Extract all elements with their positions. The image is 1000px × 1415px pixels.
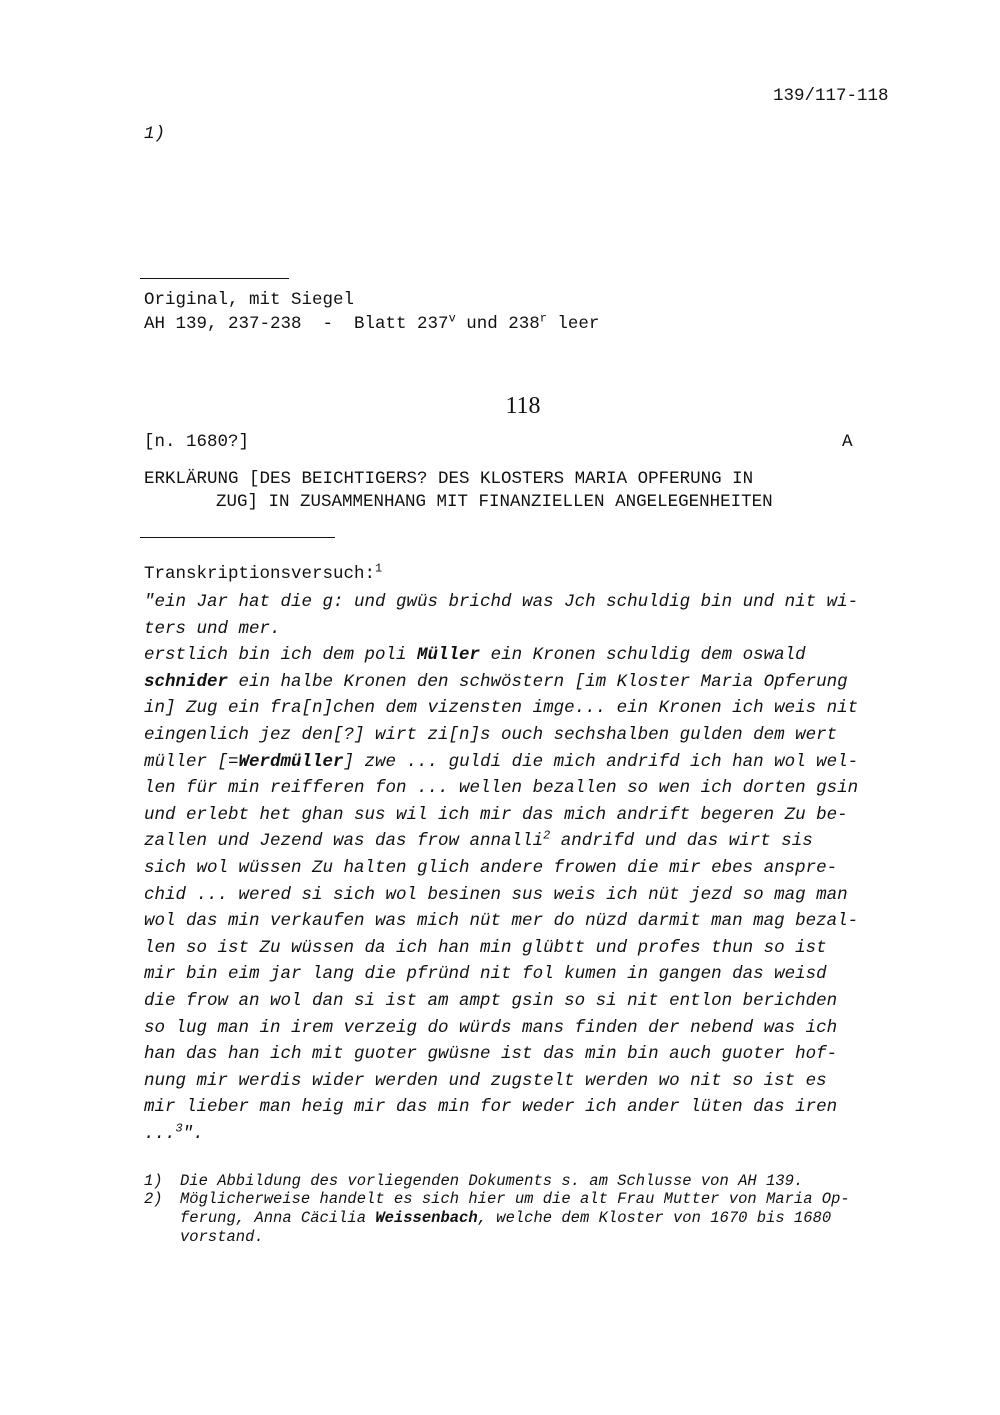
document-title-line: ERKLÄRUNG [DES BEICHTIGERS? DES KLOSTERS MARIA OPFERUNG IN	[144, 469, 754, 489]
footnote-text: Die Abbildung des vorliegenden Dokuments s. am Schlusse von AH 139.	[180, 1172, 804, 1190]
transcription-line: chid ... wered si sich wol besinen sus weis ich nüt jezd so mag man	[144, 884, 848, 905]
transcription-line: ...$^3$".	[144, 1121, 204, 1144]
name-schnider: schnider	[144, 671, 229, 692]
document-date: [n. 1680?]	[144, 432, 250, 452]
document-number: 118	[505, 393, 541, 419]
footnote-text: vorstand.	[180, 1228, 264, 1246]
footnote-marker: 1)	[144, 124, 166, 144]
source-reference: AH 139, 237-238 - Blatt 237$^v$ und 238$^r$ leer	[144, 311, 600, 334]
page-reference: 139/117-118	[773, 86, 889, 106]
transcription-line: müller [=Werdmüller] zwe ... guldi die mich andrifd ich han wol wel-	[144, 751, 859, 772]
transcription-line: in] Zug ein fra[n]chen dem vizensten imge... ein Kronen ich weis nit	[144, 698, 859, 719]
transcription-line: han das han ich mit guoter gwüsne ist das min bin auch guoter hof-	[144, 1044, 838, 1065]
transcription-line: erstlich bin ich dem poli Müller ein Kronen schuldig dem oswald	[144, 645, 806, 666]
transcription-line: die frow an wol dan si ist am ampt gsin so si nit entlon berichden	[144, 990, 838, 1011]
transcription-line: ters und mer.	[144, 618, 281, 639]
name-mueller: Müller	[417, 645, 481, 666]
transcription-line: nung mir werdis wider werden und zugstelt werden wo nit so ist es	[144, 1070, 827, 1091]
footnote-number: 1)	[144, 1172, 163, 1190]
transcription-line: "ein Jar hat die g: und gwüs brichd was Jch schuldig bin und nit wi-	[144, 592, 859, 612]
name-werdmueller: Werdmüller	[238, 751, 344, 772]
transcription-line: schnider ein halbe Kronen den schwöstern [im Kloster Maria Opferung	[144, 671, 848, 692]
transcription-line: zallen und Jezend was das frow annalli$^2$ andrifd und das wirt sis	[144, 828, 813, 852]
transcription-line: und erlebt het ghan sus wil ich mir das mich andrift begeren Zu be-	[144, 804, 848, 825]
transcription-line: len so ist Zu wüssen da ich han min glübtt und profes thun so ist	[144, 937, 827, 958]
name-weissenbach: Weissenbach	[375, 1209, 478, 1227]
transcription-line: sich wol wüssen Zu halten glich andere frowen die mir ebes anspre-	[144, 857, 838, 878]
transcription-text	[144, 589, 858, 1147]
document-category: A	[842, 432, 853, 452]
transcription-line: len für min reifferen fon ... wellen bezallen so wen ich dorten gsin	[144, 778, 859, 799]
document-title-line: ZUG] IN ZUSAMMENHANG MIT FINANZIELLEN ANGELEGENHEITEN	[216, 492, 773, 512]
transcription-line: mir lieber man heig mir das min for weder ich ander lüten das iren	[144, 1097, 838, 1118]
transcription-line: eingenlich jez den[?] wirt zi[n]s ouch sechshalben gulden dem wert	[144, 724, 838, 745]
divider-rule	[140, 278, 289, 279]
footnote-number: 2)	[144, 1190, 163, 1208]
source-note: Original, mit Siegel	[144, 290, 355, 310]
transcription-line: wol das min verkaufen was mich nüt mer do nüzd darmit man mag bezal-	[144, 911, 859, 932]
transcription-line: mir bin eim jar lang die pfründ nit fol kumen in gangen das weisd	[144, 964, 827, 985]
footnote-text: ferung, Anna Cäcilia Weissenbach, welche dem Kloster von 1670 bis 1680	[180, 1209, 832, 1227]
footnote-text: Möglicherweise handelt es sich hier um die alt Frau Mutter von Maria Op-	[180, 1190, 850, 1208]
transcription-label: Transkriptionsversuch:$^1$	[144, 561, 383, 584]
transcription-line: so lug man in irem verzeig do würds mans finden der nebend was ich	[144, 1017, 838, 1038]
divider-rule	[140, 537, 335, 538]
